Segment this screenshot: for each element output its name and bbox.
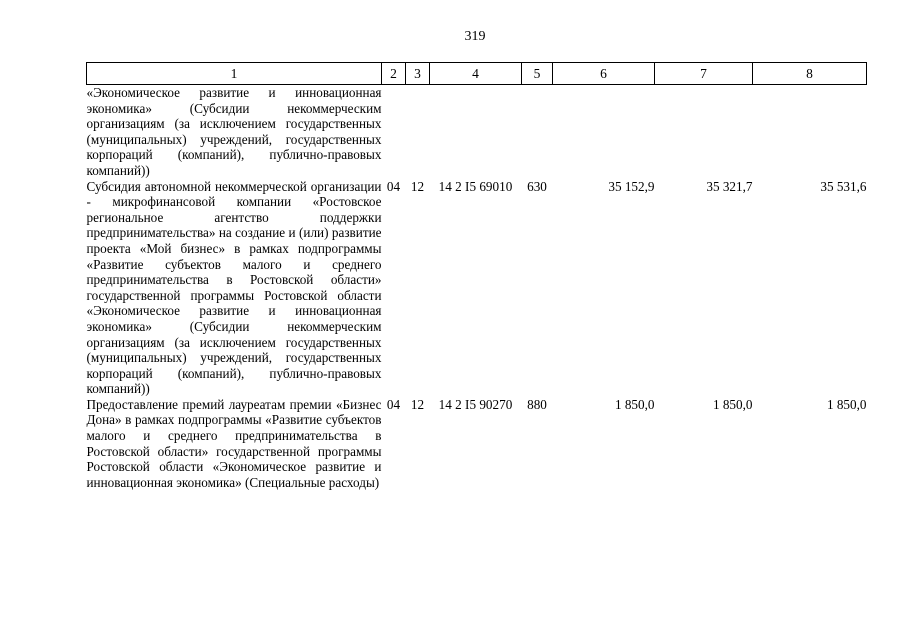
budget-table: [86, 62, 867, 490]
table-header-row: [87, 63, 867, 85]
column-header-1: 1: [87, 63, 382, 85]
column-header-2: 2: [382, 63, 406, 85]
row-description: «Экономическое развитие и инновационная экономика» (Субсидии некоммерческим организациям (за исключением государственных (муниципальных) учреждений, государственных корпораций (компаний), публично-правовых компаний)): [86, 85, 382, 178]
row-amount-year-2: 1 850,0: [712, 396, 753, 412]
table-row: [87, 397, 867, 491]
row-amount-year-2: 35 321,7: [706, 178, 753, 194]
row-section-code: 04: [386, 178, 401, 194]
column-header-3: 3: [406, 63, 430, 85]
row-amount-year-1: [553, 85, 655, 179]
column-header-4: 4: [430, 63, 522, 85]
row-section-code: 04: [386, 396, 401, 412]
row-subsection-code: 12: [410, 178, 425, 194]
column-header-7: 7: [655, 63, 753, 85]
row-amount-year-1: 1 850,0: [614, 396, 655, 412]
row-description: Предоставление премий лауреатам премии «Бизнес Дона» в рамках подпрограммы «Развитие субъектов малого и среднего предпринимательства в Ростовской области» государственной программы Ростовской области «Экономическое развитие и инновационная экономика» (Специальные расходы): [86, 396, 382, 490]
row-description: Субсидия автономной некоммерческой организации - микрофинансовой компании «Ростовское региональное агентство поддержки предпринимательства» на создание и (или) развитие проекта «Мой бизнес» в рамках подпрограммы «Развитие субъектов малого и среднего предпринимательства в Ростовской области» государственной программы Ростовской области «Экономическое развитие и инновационная экономика» (Субсидии некоммерческим организациям (за исключением государственных (муниципальных) учреждений, государственных корпораций (компаний), публично-правовых компаний)): [86, 178, 382, 397]
page-number: 319: [464, 29, 486, 44]
column-header-8: 8: [753, 63, 867, 85]
row-amount-year-3: [753, 85, 867, 179]
table-row: [87, 179, 867, 397]
table-row: [87, 85, 867, 179]
row-subsection-code: [406, 85, 430, 179]
row-expense-type: 880: [527, 396, 547, 412]
row-section-code: [382, 85, 406, 179]
row-amount-year-3: 35 531,6: [820, 178, 867, 194]
row-amount-year-1: 35 152,9: [608, 178, 655, 194]
row-amount-year-3: 1 850,0: [826, 396, 867, 412]
row-amount-year-2: [655, 85, 753, 179]
column-header-5: 5: [522, 63, 553, 85]
row-target-article: 14 2 I5 69010: [438, 178, 513, 194]
row-expense-type: [522, 85, 553, 179]
row-target-article: 14 2 I5 90270: [438, 396, 513, 412]
row-target-article: [430, 85, 522, 179]
row-expense-type: 630: [527, 178, 547, 194]
column-header-6: 6: [553, 63, 655, 85]
row-subsection-code: 12: [410, 396, 425, 412]
